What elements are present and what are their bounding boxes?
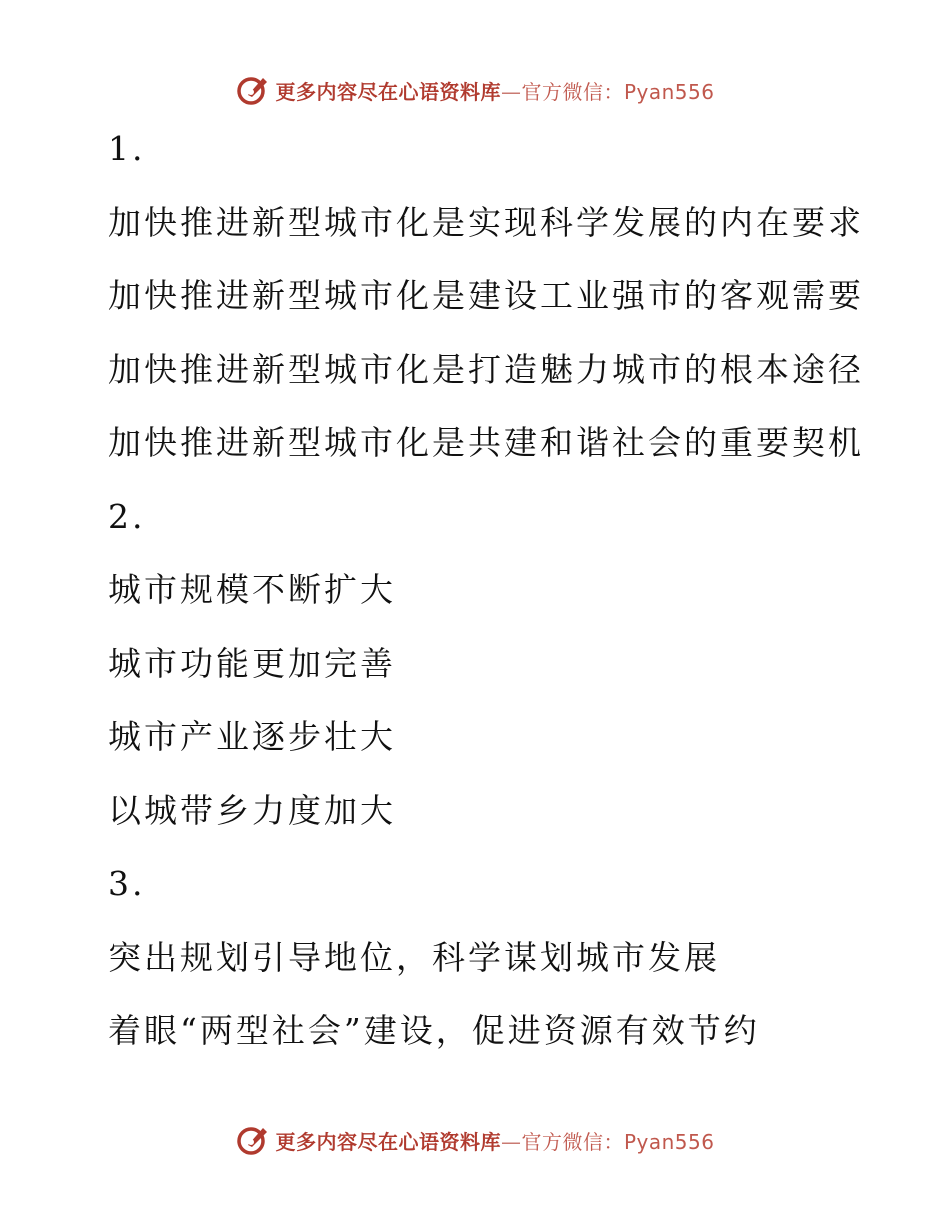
header-banner bbox=[0, 70, 950, 110]
text-line: 加快推进新型城市化是共建和谐社会的重要契机 bbox=[108, 423, 864, 462]
section-number-3: 3. bbox=[108, 864, 146, 903]
text-line: 城市规模不断扩大 bbox=[108, 570, 396, 609]
section-number-2: 2. bbox=[108, 496, 146, 536]
text-line: 突出规划引导地位，科学谋划城市发展 bbox=[108, 937, 720, 977]
text-line: 加快推进新型城市化是实现科学发展的内在要求 bbox=[108, 202, 864, 242]
banner-text bbox=[275, 76, 714, 105]
banner-text bbox=[275, 1126, 714, 1155]
text-line: 以城带乡力度加大 bbox=[108, 790, 396, 830]
banner-main-text: 更多内容尽在心语资料库 bbox=[275, 79, 501, 104]
banner-main-text: 更多内容尽在心语资料库 bbox=[275, 1129, 501, 1154]
text-line: 城市产业逐步壮大 bbox=[108, 717, 396, 756]
text-line: 城市功能更加完善 bbox=[108, 643, 396, 683]
pen-nib-circle-icon bbox=[235, 72, 271, 108]
section-number-1: 1. bbox=[108, 129, 146, 168]
document-body bbox=[108, 112, 908, 1068]
text-line: 着眼“两型社会”建设，促进资源有效节约 bbox=[108, 1011, 760, 1050]
banner-wechat-text: 官方微信：Pyan556 bbox=[521, 79, 715, 104]
banner-wechat-text: 官方微信：Pyan556 bbox=[521, 1129, 715, 1154]
text-line: 加快推进新型城市化是打造魅力城市的根本途径 bbox=[108, 349, 864, 389]
banner-dash: — bbox=[500, 79, 522, 104]
banner-dash: — bbox=[500, 1129, 522, 1154]
text-line: 加快推进新型城市化是建设工业强市的客观需要 bbox=[108, 276, 864, 315]
footer-banner bbox=[0, 1120, 950, 1160]
pen-nib-circle-icon bbox=[235, 1122, 271, 1158]
